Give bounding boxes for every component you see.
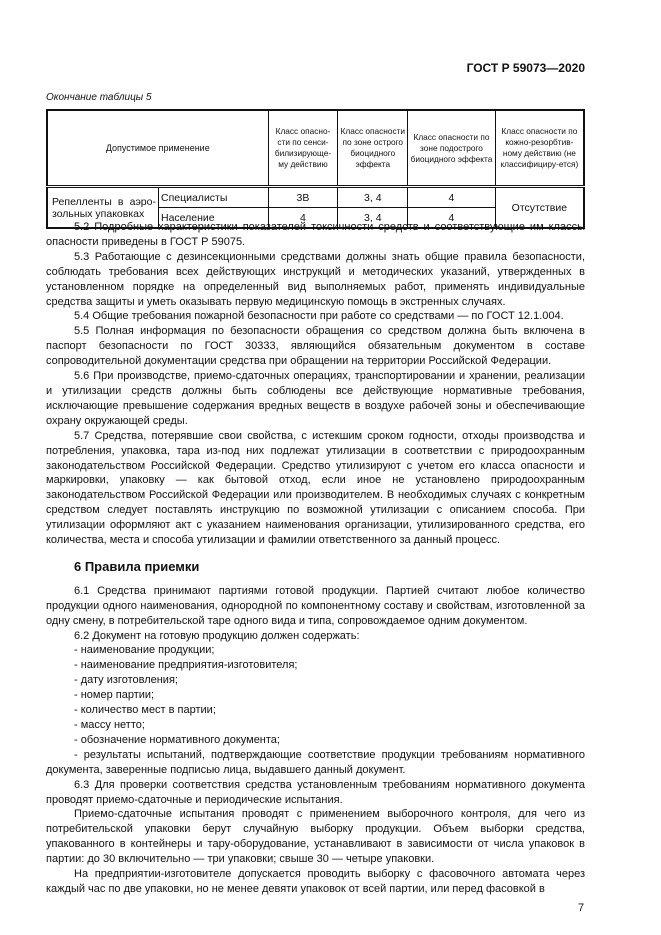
list-item: - номер партии; <box>74 689 155 702</box>
list-item: - количество мест в партии; <box>74 704 216 717</box>
paragraph-5-6: 5.6 При производстве, приемо-сдаточных операциях, транспортировании и хранении, реализации и утилизации средств должны быть соблюдены все действующие нормативные требования, исключающие превышение содержания вредных веществ в воздухе рабочей зоны и обеспечивающие охрану окружающей среды. <box>46 370 585 427</box>
list-item: - дату изготовления; <box>74 674 178 687</box>
list-item: - обозначение нормативного документа; <box>74 733 280 746</box>
table-cell: 4 <box>268 208 338 229</box>
table-cell: 3, 4 <box>338 208 408 229</box>
paragraph-6-2: 6.2 Документ на готовую продукцию должен содержать: <box>74 629 360 642</box>
table-cell: 3, 4 <box>338 187 408 208</box>
paragraph-5-3: 5.3 Работающие с дезинсекционными средствами должны знать общие правила безопасности, соблюдать требования всех действующих инструкций и методических указаний, утвержденных в установленном порядке на определенный вид выполняемых работ, применять индивидуальные средства защиты и уметь оказывать первую медицинскую помощь в экстренных случаях. <box>46 250 585 308</box>
document-id: ГОСТ Р 59073—2020 <box>466 61 585 75</box>
table-caption: Окончание таблицы 5 <box>46 92 152 103</box>
header-cell: Класс опасности по зоне подострого биоцидного эффекта <box>408 110 496 187</box>
paragraph-6-3: 6.3 Для проверки соответствия средства установленным требованиям нормативного документа проводят приемо-сдаточные и периодические испытания. <box>46 778 585 806</box>
table-cell: Специалисты <box>158 187 268 208</box>
page-number: 7 <box>578 902 585 914</box>
paragraph: На предприятии-изготовителе допускается проводить выборку с фасовочного автомата через каждый час по две упаковки, но не менее девяти упаковок от всей партии, или перед фасовкой в <box>46 868 585 895</box>
table-cell: 3В <box>268 187 338 208</box>
paragraph-5-5: 5.5 Полная информация по безопасности обращения со средством должна быть включена в паспорт безопасности по ГОСТ 30333, являющийся обязательным документом в составе сопроводительной документации средства при обращении на территории Российской Федерации. <box>46 325 585 368</box>
hazard-class-table <box>46 109 585 229</box>
section-heading: 6 Правила приемки <box>74 558 200 574</box>
table-cell-group: Репелленты в аэро-зольных упаковках <box>47 187 158 229</box>
header-cell: Допустимое применение <box>47 110 268 187</box>
header-cell: Класс опасности по кожно-резорбтив-ному действию (не классифициру-ется) <box>495 110 584 187</box>
paragraph-6-1: 6.1 Средства принимают партиями готовой продукции. Партией считают любое количество продукции одного наименования, однородной по компонентному составу и свойствам, изготовленной за одну смену, в потребительской таре одного вида и типа, сопровождаемое одним документом. <box>46 584 585 627</box>
table-cell: 4 <box>408 187 496 208</box>
list-item: - наименование продукции; <box>74 644 215 657</box>
list-item: - наименование предприятия-изготовителя; <box>74 659 298 672</box>
table-row <box>47 187 584 208</box>
document-body <box>46 220 585 897</box>
header-cell: Класс опасности по зоне острого биоцидного эффекта <box>338 110 408 187</box>
paragraph: Приемо-сдаточные испытания проводят с применением выборочного контроля, для чего из потребительской упаковки берут случайную выборку продукции. Объем выборки средства, упакованного в контейнеры и тару-оборудование, устанавливают в зависимости от числа упаковок в партии: до 30 включительно — три упаковки; свыше 30 — четыре упаковки. <box>46 808 585 866</box>
table-cell: Население <box>158 208 268 229</box>
paragraph-5-7: 5.7 Средства, потерявшие свои свойства, с истекшим сроком годности, отходы производства и потребления, упаковка, тара из-под них подлежат утилизации в соответствии с природоохранным законодательством Российской Федерации. Средство утилизируют с учетом его класса опасности и маркировки, упаковку — как бытовой отход, если иное не установлено природоохранным законодательством Российской Федерации или производителем. В необходимых случаях с конкретным средством следует поставлять инструкцию по возможной утилизации с описанием способа. При утилизации оформляют акт с указанием наименования организации, утилизированного средства, его количества, места и способа утилизации и фамилии ответственного за данный процесс. <box>46 429 585 547</box>
table-cell-skin: Отсутствие <box>495 187 584 229</box>
header-cell: Класс опасно-сти по сенси-билизирующе-му действию <box>268 110 338 187</box>
list-item: - результаты испытаний, подтверждающие соответствие продукции требованиям нормативного документа, заверенные подписью лица, выдавшего данный документ. <box>46 748 585 776</box>
paragraph-5-2: 5.2 Подробные характеристики показателей токсичности средств и соответствующие им классы опасности приведены в ГОСТ Р 59075. <box>46 221 585 248</box>
table-cell: 4 <box>408 208 496 229</box>
paragraph-5-4: 5.4 Общие требования пожарной безопасности при работе со средствами — по ГОСТ 12.1.004. <box>74 310 564 323</box>
table-header-row <box>47 110 584 187</box>
list-item: - массу нетто; <box>74 719 145 731</box>
